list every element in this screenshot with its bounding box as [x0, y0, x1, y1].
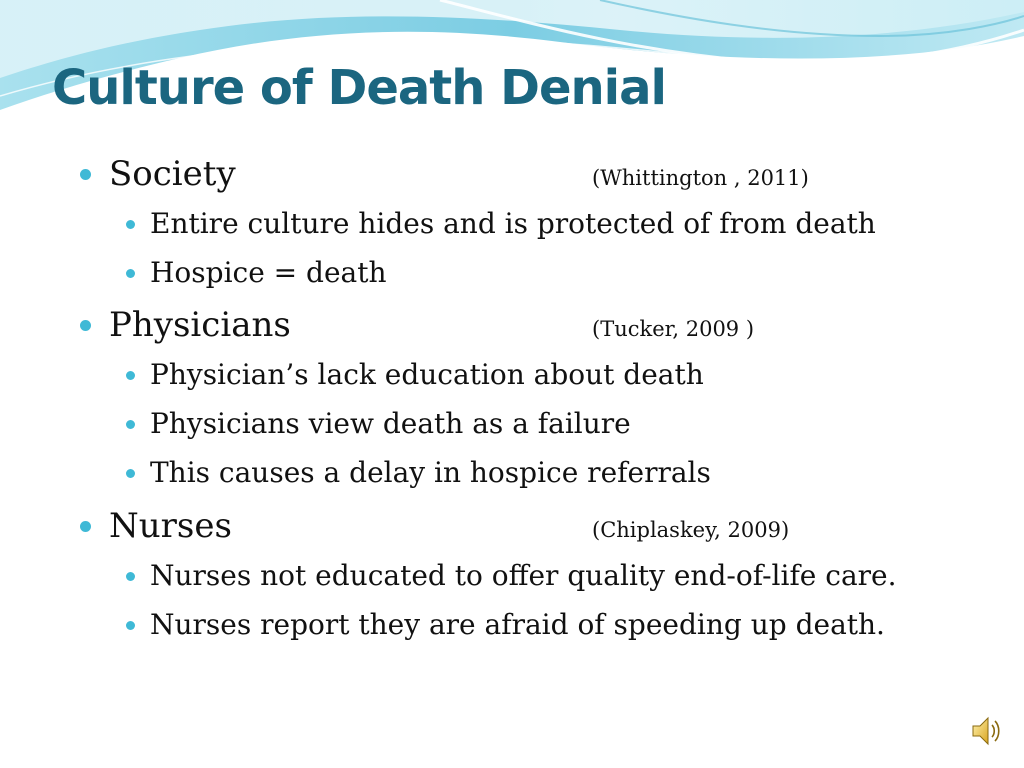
section-heading: Society	[109, 154, 236, 194]
section-heading: Nurses	[109, 506, 232, 546]
bullet-text: This causes a delay in hospice referrals	[150, 456, 711, 489]
bullet-dot-icon	[80, 169, 91, 180]
bullet-text: Entire culture hides and is protected of from death	[150, 207, 876, 240]
slide-title: Culture of Death Denial	[52, 60, 666, 116]
bullet-dot-icon	[126, 220, 135, 229]
bullet-dot-icon	[126, 572, 135, 581]
bullet-text: Hospice = death	[150, 256, 387, 289]
speaker-icon[interactable]	[970, 714, 1004, 748]
bullet-dot-icon	[126, 621, 135, 630]
bullet-dot-icon	[126, 371, 135, 380]
bullet-text: Physician’s lack education about death	[150, 358, 704, 391]
bullet-text: Physicians view death as a failure	[150, 407, 631, 440]
section-citation: (Whittington , 2011)	[592, 166, 809, 190]
bullet-text: Nurses not educated to offer quality end-of-life care.	[150, 559, 897, 592]
bullet-dot-icon	[80, 521, 91, 532]
section-citation: (Tucker, 2009 )	[592, 317, 755, 341]
bullet-dot-icon	[126, 469, 135, 478]
bullet-dot-icon	[126, 420, 135, 429]
bullet-dot-icon	[126, 269, 135, 278]
section-heading: Physicians	[109, 305, 291, 345]
section-citation: (Chiplaskey, 2009)	[592, 518, 790, 542]
bullet-text: Nurses report they are afraid of speeding up death.	[150, 608, 885, 641]
bullet-dot-icon	[80, 320, 91, 331]
